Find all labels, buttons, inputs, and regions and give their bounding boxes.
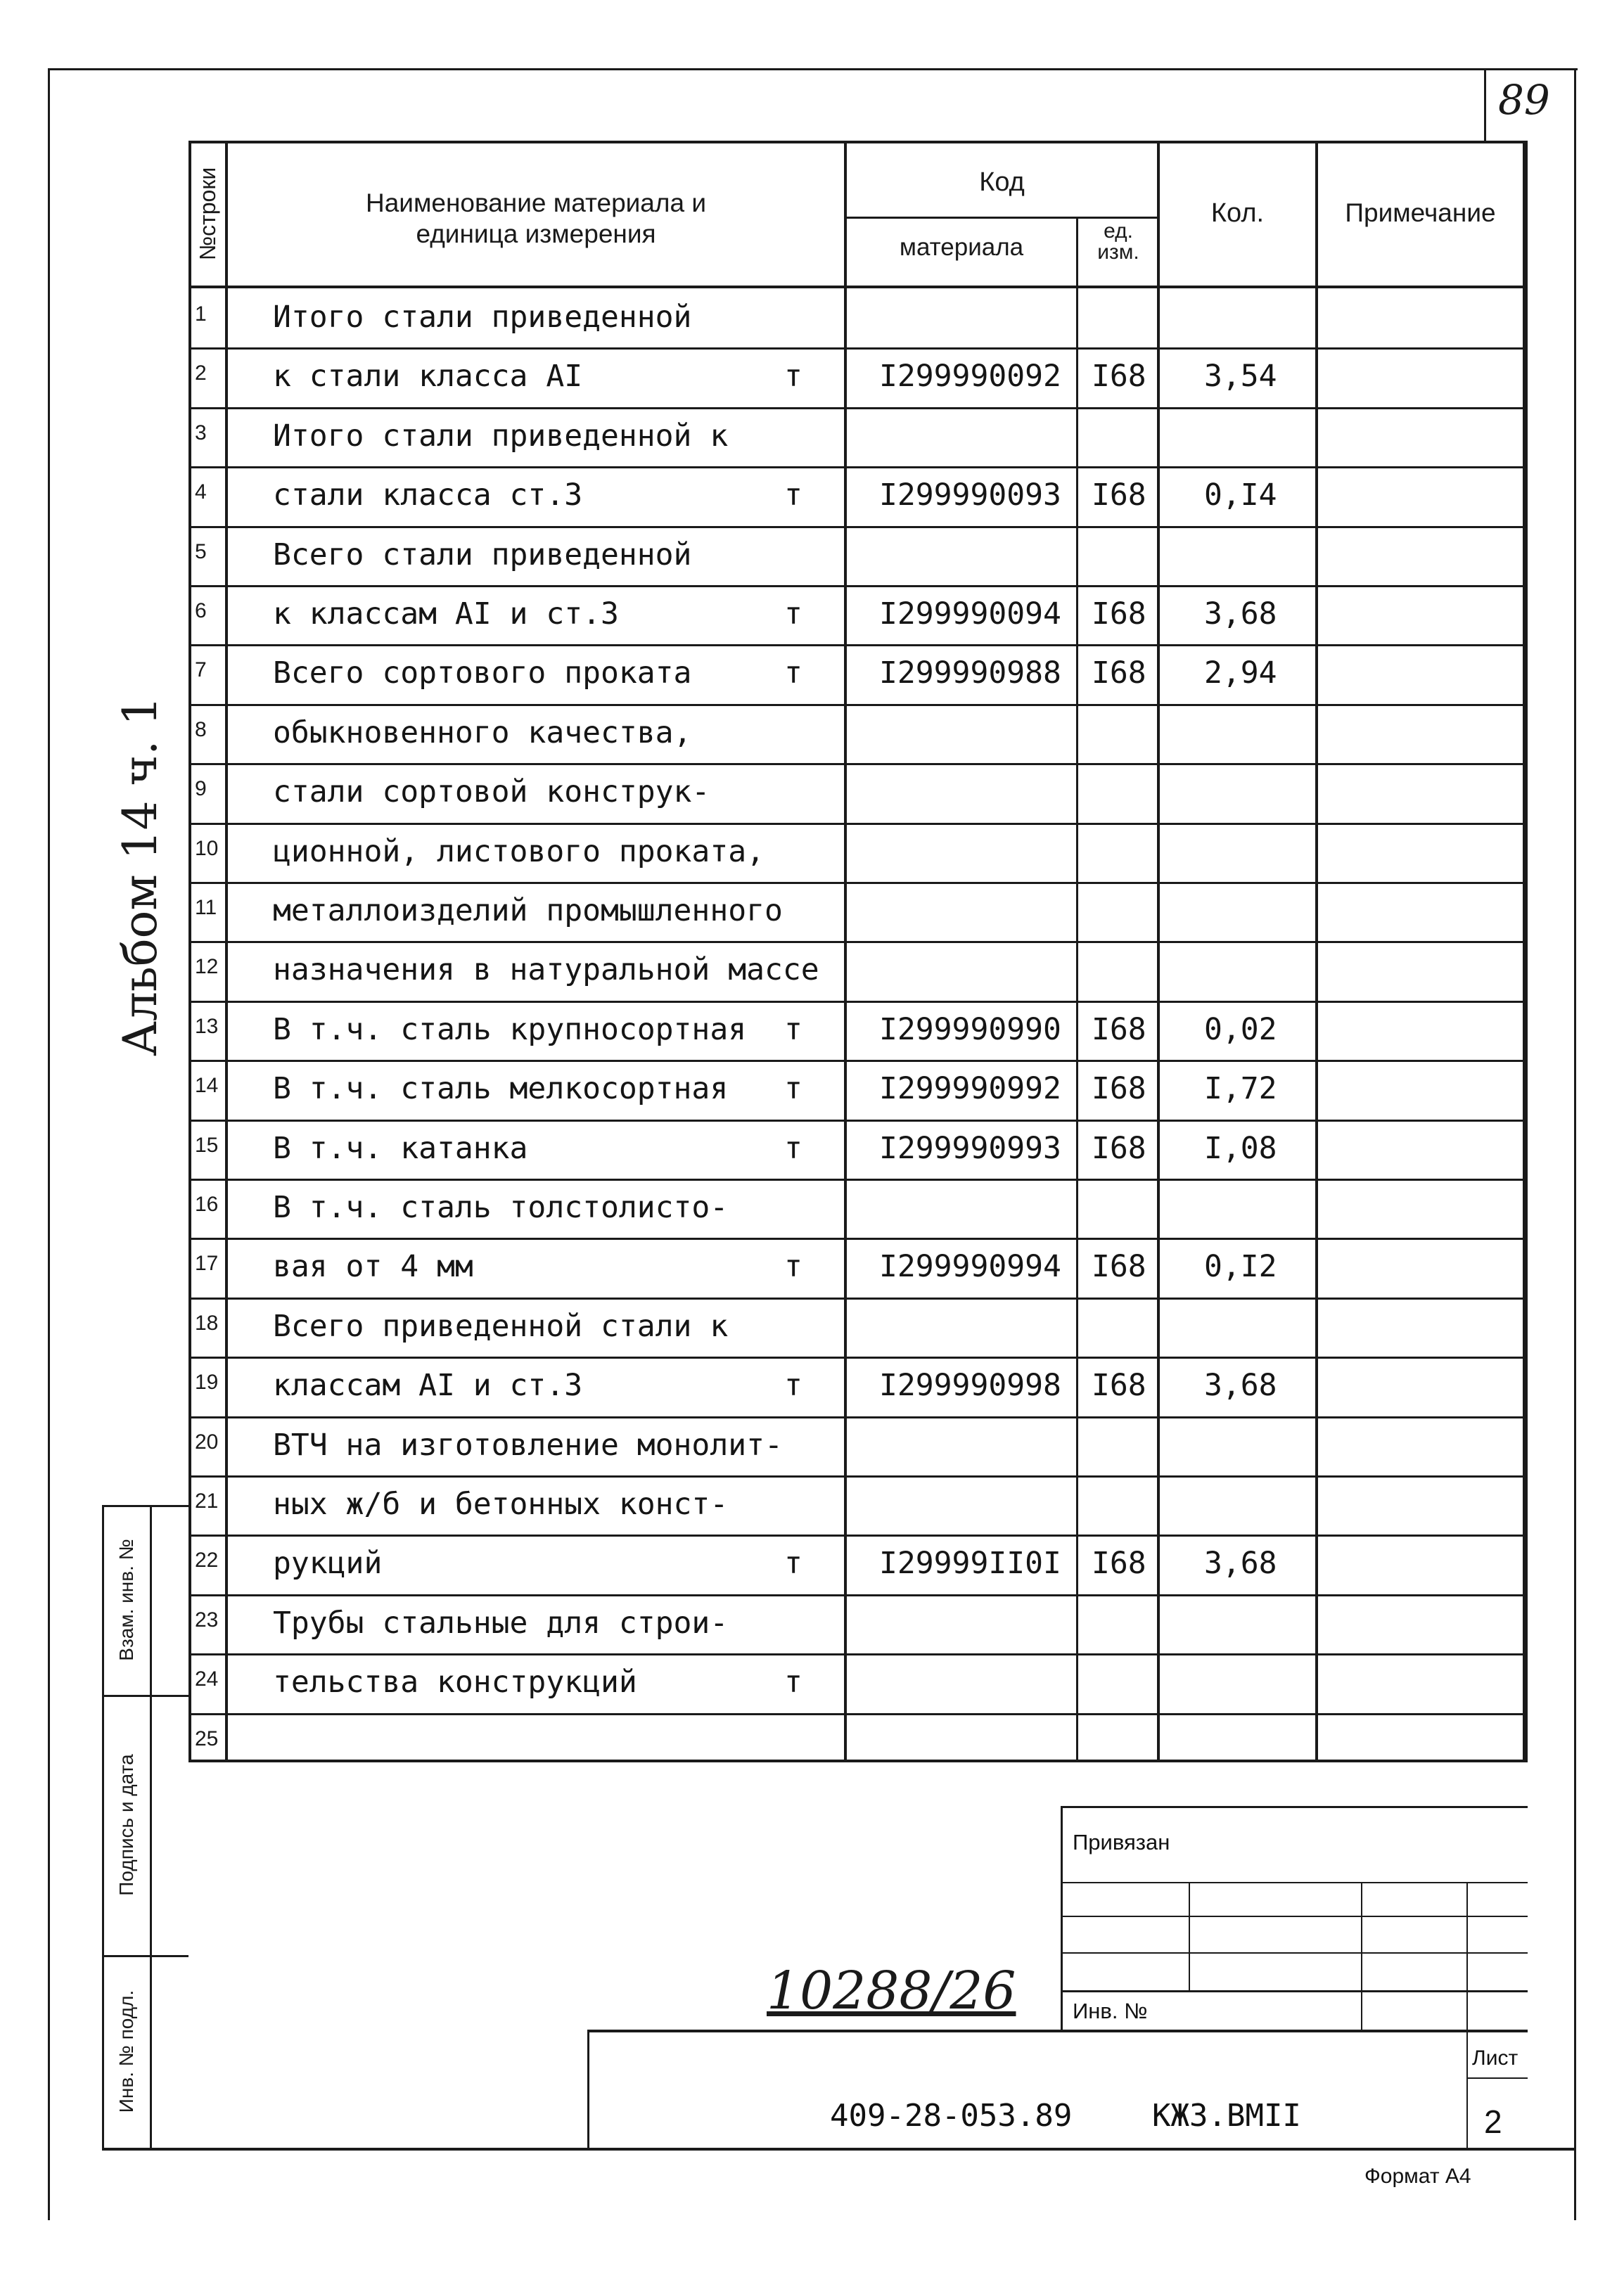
material-name: В т.ч. сталь толстолисто- bbox=[273, 1190, 729, 1225]
row-number: 8 bbox=[195, 717, 207, 741]
material-name: В т.ч. сталь мелкосортная bbox=[273, 1071, 729, 1107]
row-separator bbox=[188, 941, 1528, 943]
side-strip-sep1 bbox=[102, 1695, 188, 1697]
stamp-grid-h3 bbox=[1061, 1952, 1528, 1954]
material-name: Всего стали приведенной bbox=[273, 537, 692, 572]
page-number-box-left bbox=[1484, 70, 1486, 141]
row-separator bbox=[188, 1357, 1528, 1359]
row-separator bbox=[188, 1475, 1528, 1478]
unit-label: т bbox=[784, 478, 803, 513]
unit-code: I68 bbox=[1092, 596, 1146, 632]
row-number: 22 bbox=[195, 1549, 219, 1572]
row-number: 19 bbox=[195, 1371, 219, 1395]
row-separator bbox=[188, 1713, 1528, 1715]
stamp-grid-h1 bbox=[1061, 1882, 1528, 1883]
code-divider bbox=[844, 217, 1159, 219]
row-separator bbox=[188, 407, 1528, 409]
row-number: 24 bbox=[195, 1667, 219, 1691]
row-separator bbox=[188, 1120, 1528, 1122]
stamp-inv-no: Инв. № bbox=[1073, 1999, 1148, 2023]
header-row-number: №строки bbox=[195, 167, 220, 261]
row-separator bbox=[188, 1238, 1528, 1240]
row-number: 21 bbox=[195, 1490, 219, 1513]
outer-frame-left bbox=[48, 68, 50, 2220]
quantity: 2,94 bbox=[1204, 655, 1277, 691]
row-separator bbox=[188, 1535, 1528, 1537]
stamp-sheet-number: 2 bbox=[1484, 2103, 1502, 2140]
stamp-privyazan: Привязан bbox=[1073, 1830, 1170, 1854]
unit-code: I68 bbox=[1092, 478, 1146, 513]
unit-label: т bbox=[784, 1011, 803, 1047]
material-code: I299990998 bbox=[879, 1368, 1061, 1404]
unit-label: т bbox=[784, 359, 803, 395]
format-label: Формат А4 bbox=[1364, 2165, 1471, 2188]
row-number: 20 bbox=[195, 1430, 219, 1454]
material-code: I299990092 bbox=[879, 359, 1061, 395]
row-number: 17 bbox=[195, 1252, 219, 1276]
unit-label: т bbox=[784, 1665, 803, 1700]
unit-code: I68 bbox=[1092, 1546, 1146, 1582]
row-number: 1 bbox=[195, 302, 207, 326]
material-code: I299990988 bbox=[879, 655, 1061, 691]
row-number: 15 bbox=[195, 1133, 219, 1157]
side-label-inv-podl: Инв. № подл. bbox=[115, 1990, 137, 2113]
row-separator bbox=[188, 763, 1528, 765]
side-label-vzam: Взам. инв. № bbox=[115, 1539, 137, 1661]
header-note: Примечание bbox=[1345, 198, 1496, 227]
stamp-doc-code: 409-28-053.89 bbox=[830, 2098, 1073, 2134]
unit-label: т bbox=[784, 1546, 803, 1582]
row-separator bbox=[188, 1179, 1528, 1181]
row-number: 14 bbox=[195, 1074, 219, 1098]
stamp-grid-h2 bbox=[1061, 1916, 1528, 1917]
material-name: ционной, листового проката, bbox=[273, 833, 765, 869]
row-separator bbox=[188, 466, 1528, 468]
stamp-grid-h4 bbox=[1061, 1990, 1528, 1992]
row-number: 4 bbox=[195, 480, 207, 504]
stamp-block-left bbox=[1061, 1806, 1063, 2030]
unit-code: I68 bbox=[1092, 655, 1146, 691]
row-number: 11 bbox=[195, 896, 217, 919]
material-name: классам AI и ст.3 bbox=[273, 1368, 583, 1404]
material-name: к стали класса AI bbox=[273, 359, 583, 395]
side-strip-top bbox=[102, 1505, 188, 1507]
col-line-code bbox=[1076, 217, 1078, 1762]
material-name: ных ж/б и бетонных конст- bbox=[273, 1487, 729, 1522]
material-name: Всего сортового проката bbox=[273, 655, 692, 691]
row-separator bbox=[188, 1060, 1528, 1062]
side-label-podpis: Подпись и дата bbox=[115, 1754, 137, 1896]
row-number: 13 bbox=[195, 1014, 219, 1038]
row-separator bbox=[188, 585, 1528, 587]
stamp-mark: КЖЗ.ВМII bbox=[1152, 2098, 1301, 2134]
quantity: 3,68 bbox=[1204, 1368, 1277, 1404]
unit-code: I68 bbox=[1092, 1368, 1146, 1404]
col-line-note bbox=[1523, 141, 1526, 1762]
col-line-name bbox=[844, 141, 847, 1762]
material-name: рукций bbox=[273, 1546, 383, 1582]
material-name: стали сортовой конструк- bbox=[273, 774, 710, 810]
material-name: обыкновенного качества, bbox=[273, 715, 692, 750]
unit-label: т bbox=[784, 1249, 803, 1285]
row-separator bbox=[188, 1298, 1528, 1300]
material-code: I29999II0I bbox=[879, 1546, 1061, 1582]
stamp-grid-v3 bbox=[1466, 1882, 1468, 2149]
stamp-sheet-label: Лист bbox=[1472, 2046, 1518, 2070]
quantity: 3,68 bbox=[1204, 596, 1277, 632]
header-code: Код bbox=[979, 167, 1025, 197]
row-number: 6 bbox=[195, 599, 207, 622]
quantity: 3,54 bbox=[1204, 359, 1277, 395]
unit-label: т bbox=[784, 596, 803, 632]
row-number: 18 bbox=[195, 1311, 219, 1335]
material-name: ВТЧ на изготовление монолит- bbox=[273, 1427, 783, 1463]
quantity: 0,02 bbox=[1204, 1011, 1277, 1047]
material-name: к классам AI и ст.3 bbox=[273, 596, 619, 632]
row-number: 3 bbox=[195, 421, 207, 444]
unit-label: т bbox=[784, 655, 803, 691]
sheet-label-line bbox=[1466, 2077, 1528, 2079]
bottom-frame-line bbox=[102, 2148, 1576, 2151]
unit-code: I68 bbox=[1092, 1249, 1146, 1285]
header-name-line2: единица измерения bbox=[416, 219, 656, 248]
col-line-unit bbox=[1157, 141, 1160, 1762]
row-number: 23 bbox=[195, 1608, 219, 1632]
material-name: Всего приведенной стали к bbox=[273, 1308, 729, 1344]
unit-code: I68 bbox=[1092, 359, 1146, 395]
quantity: 3,68 bbox=[1204, 1546, 1277, 1582]
material-code: I299990994 bbox=[879, 1249, 1061, 1285]
header-name-line1: Наименование материала и bbox=[365, 188, 707, 217]
material-name: Итого стали приведенной к bbox=[273, 418, 729, 454]
row-number: 7 bbox=[195, 658, 207, 682]
material-name: Итого стали приведенной bbox=[273, 300, 692, 335]
material-code: I299990094 bbox=[879, 596, 1061, 632]
material-code: I299990993 bbox=[879, 1130, 1061, 1166]
row-separator bbox=[188, 347, 1528, 350]
material-name: вая от 4 мм bbox=[273, 1249, 473, 1285]
unit-code: I68 bbox=[1092, 1071, 1146, 1107]
row-number: 5 bbox=[195, 539, 207, 563]
col-line-rownum bbox=[225, 141, 228, 1762]
material-code: I299990093 bbox=[879, 478, 1061, 513]
stamp-block-top bbox=[1061, 1806, 1528, 1808]
title-block-left bbox=[587, 2030, 589, 2149]
row-number: 16 bbox=[195, 1193, 219, 1216]
header-code-material: материала bbox=[899, 233, 1024, 261]
outer-frame-top bbox=[48, 68, 1578, 70]
row-number: 12 bbox=[195, 955, 219, 979]
row-number: 2 bbox=[195, 361, 207, 385]
material-name: В т.ч. катанка bbox=[273, 1130, 528, 1166]
stamp-grid-v2 bbox=[1361, 1882, 1362, 2030]
header-code-unit: ед. изм. bbox=[1097, 219, 1139, 264]
row-number: 25 bbox=[195, 1727, 219, 1750]
quantity: I,72 bbox=[1204, 1071, 1277, 1107]
material-name: металлоизделий промышленного bbox=[273, 893, 783, 928]
quantity: 0,I4 bbox=[1204, 478, 1277, 513]
outer-frame-right bbox=[1574, 68, 1576, 2220]
row-number: 10 bbox=[195, 836, 219, 860]
album-note: Альбом 14 ч. 1 bbox=[113, 696, 167, 1056]
row-separator bbox=[188, 526, 1528, 528]
stamp-grid-v1 bbox=[1189, 1882, 1190, 1990]
material-name: В т.ч. сталь крупносортная bbox=[273, 1011, 747, 1047]
quantity: I,08 bbox=[1204, 1130, 1277, 1166]
row-separator bbox=[188, 704, 1528, 706]
material-code: I299990992 bbox=[879, 1071, 1061, 1107]
row-number: 9 bbox=[195, 777, 207, 801]
quantity: 0,I2 bbox=[1204, 1249, 1277, 1285]
material-name: Трубы стальные для строи- bbox=[273, 1605, 729, 1641]
row-separator bbox=[188, 882, 1528, 884]
material-name: тельства конструкций bbox=[273, 1665, 637, 1700]
row-separator bbox=[188, 1653, 1528, 1655]
header-qty: Кол. bbox=[1210, 198, 1265, 228]
unit-code: I68 bbox=[1092, 1130, 1146, 1166]
side-strip-right bbox=[150, 1505, 152, 2150]
stamp-handwritten-number: 10288/26 bbox=[767, 1961, 1016, 2021]
col-line-qty bbox=[1315, 141, 1318, 1762]
row-separator bbox=[188, 644, 1528, 646]
row-separator bbox=[188, 1594, 1528, 1596]
material-name: назначения в натуральной массе bbox=[273, 952, 819, 988]
page-number: 89 bbox=[1498, 76, 1550, 124]
header-bottom-line bbox=[188, 286, 1528, 288]
material-code: I299990990 bbox=[879, 1011, 1061, 1047]
unit-label: т bbox=[784, 1368, 803, 1404]
row-separator bbox=[188, 823, 1528, 825]
side-strip-left bbox=[102, 1505, 104, 2150]
unit-label: т bbox=[784, 1130, 803, 1166]
row-separator bbox=[188, 1001, 1528, 1003]
title-block-top bbox=[587, 2030, 1528, 2032]
row-separator bbox=[188, 1416, 1528, 1418]
unit-label: т bbox=[784, 1071, 803, 1107]
material-name: стали класса ст.3 bbox=[273, 478, 583, 513]
unit-code: I68 bbox=[1092, 1011, 1146, 1047]
